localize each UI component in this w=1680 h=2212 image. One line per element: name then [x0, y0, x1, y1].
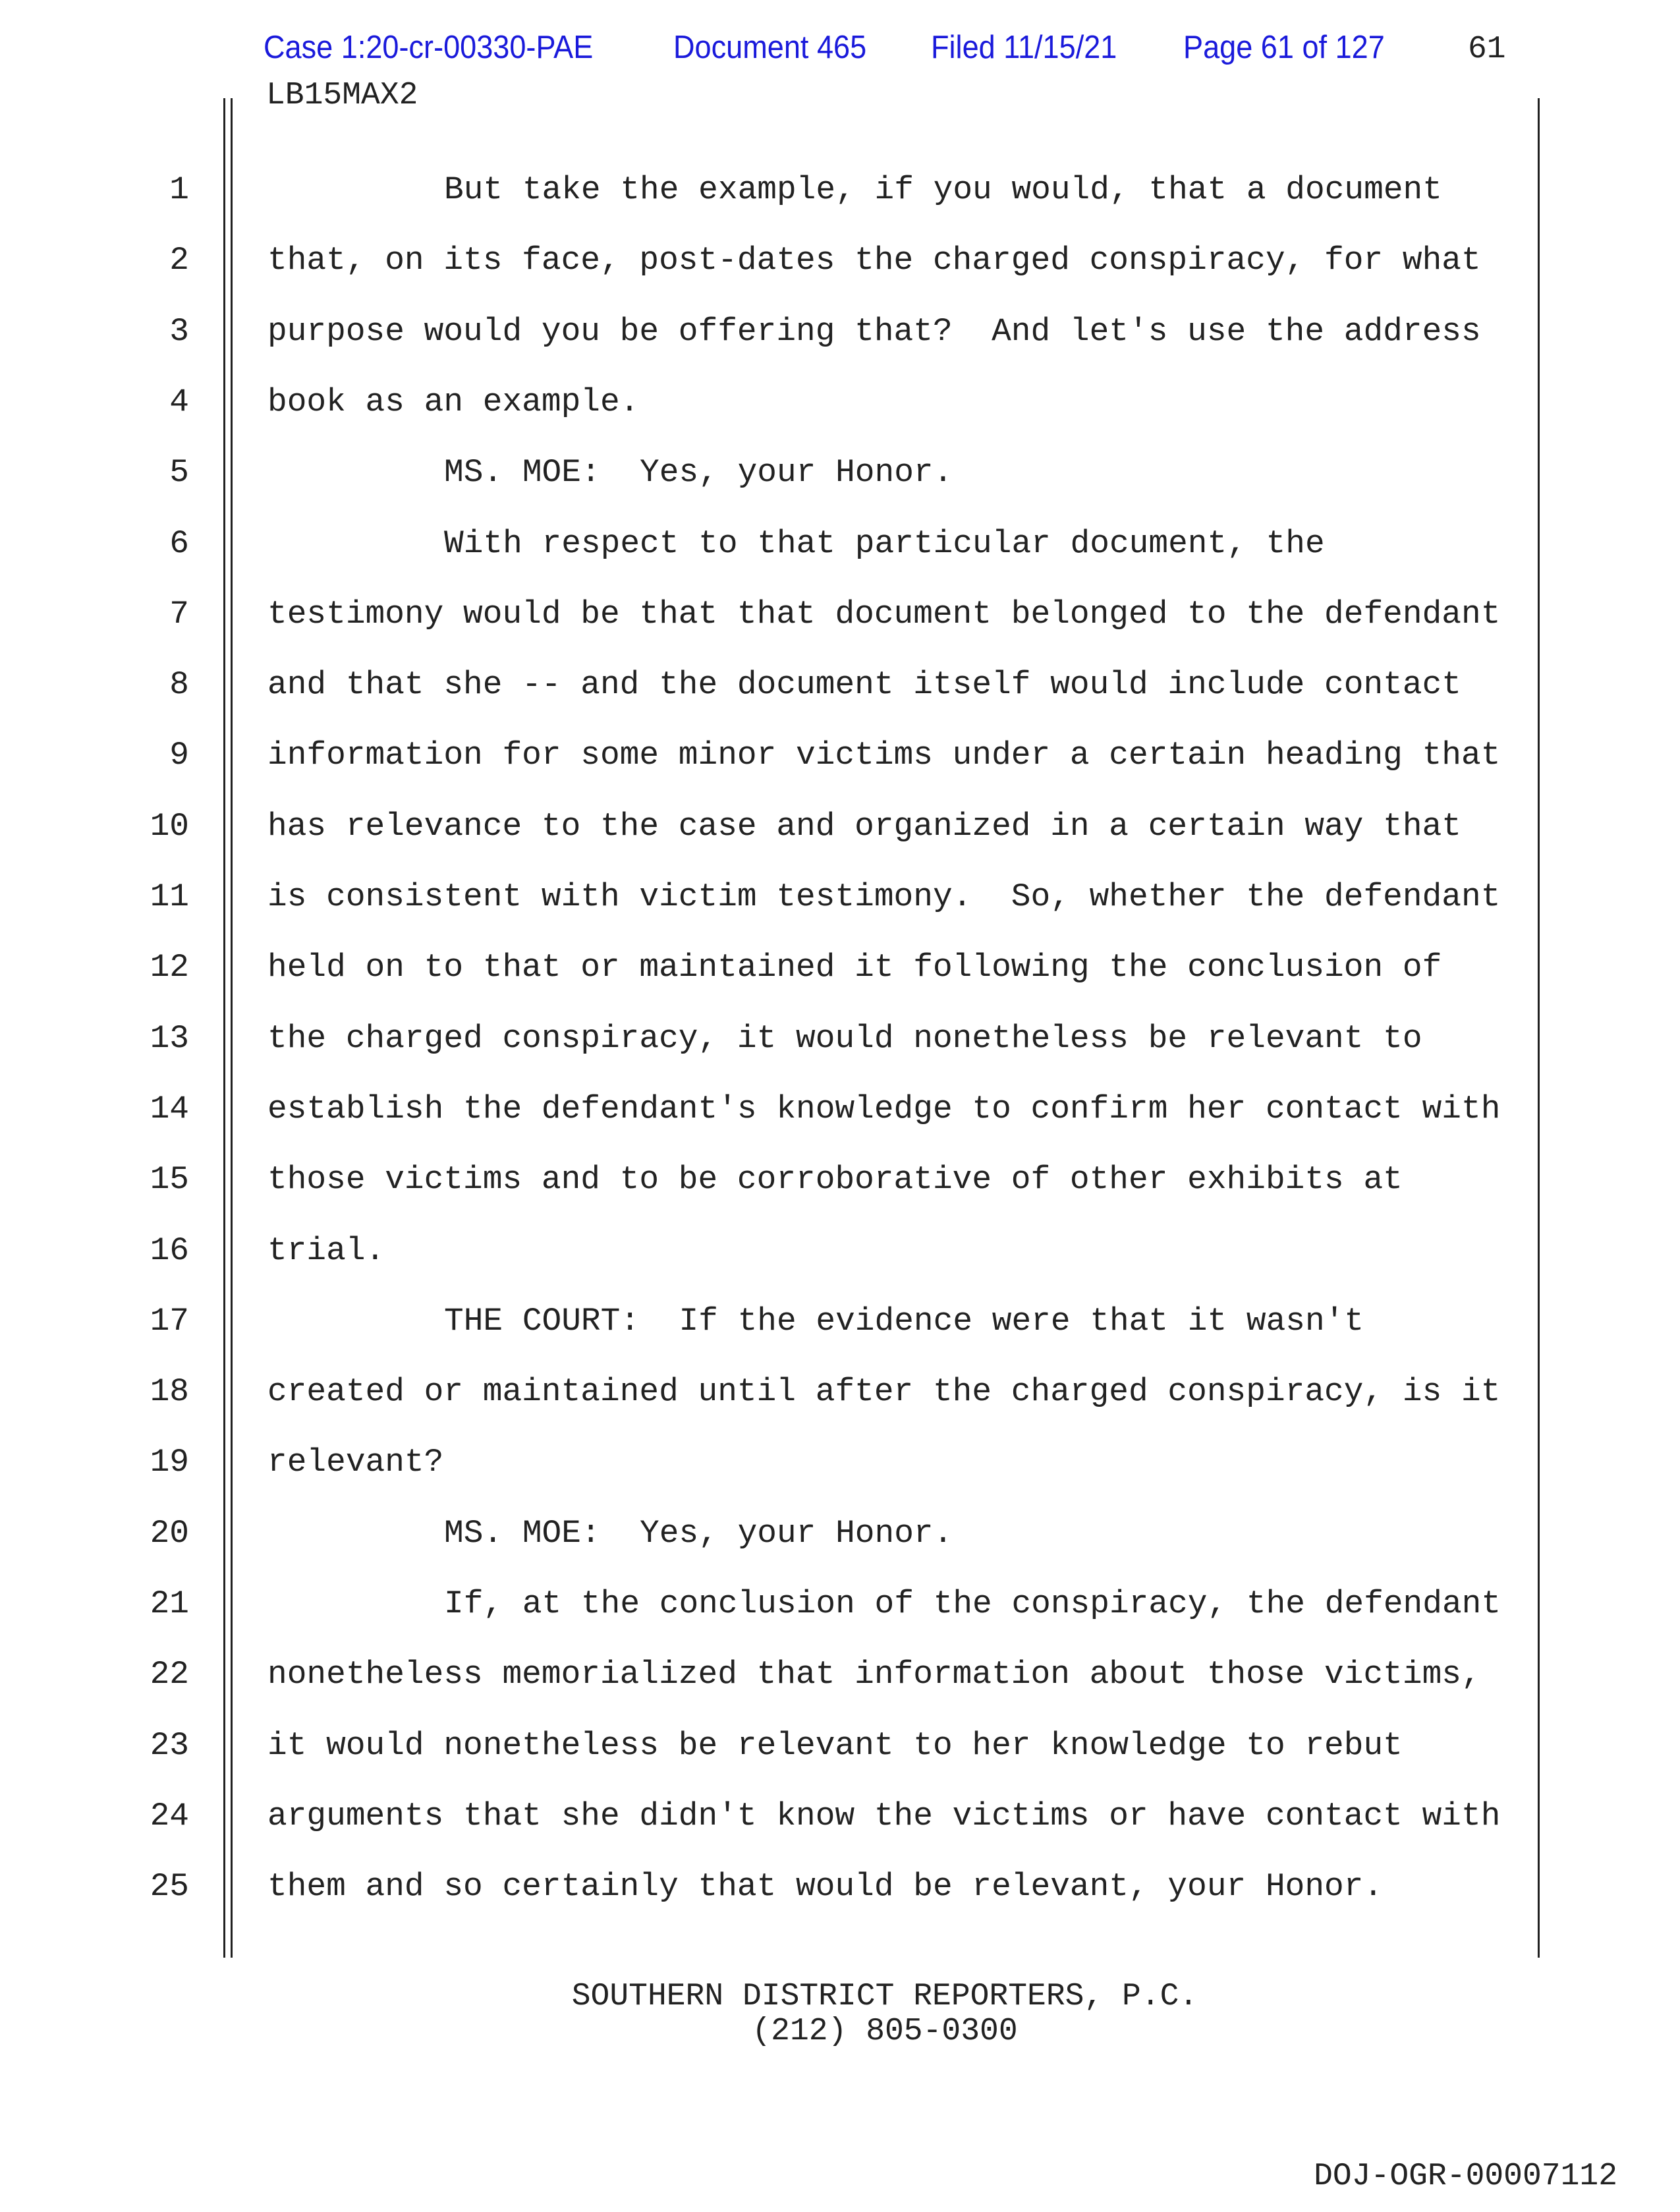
line-number: 21 [150, 1585, 189, 1622]
transcript-line [0, 1020, 1680, 1060]
document-number-stamp: Document 465 [673, 30, 867, 65]
line-text: With respect to that particular document, the [444, 525, 1325, 562]
transcript-line [0, 1303, 1680, 1342]
line-text: the charged conspiracy, it would nonetheless be relevant to [267, 1019, 1422, 1057]
line-text: and that she -- and the document itself would include contact [267, 666, 1461, 704]
line-text: those victims and to be corroborative of other exhibits at [267, 1161, 1403, 1199]
line-number: 17 [150, 1302, 189, 1340]
line-number: 15 [150, 1161, 189, 1199]
transcript-line [0, 666, 1680, 706]
line-text: it would nonetheless be relevant to her knowledge to rebut [267, 1726, 1403, 1764]
transcript-line [0, 454, 1680, 494]
case-number-stamp: Case 1:20-cr-00330-PAE [264, 30, 594, 65]
transcript-line [0, 737, 1680, 776]
transcript-line [0, 383, 1680, 423]
line-number: 5 [169, 454, 189, 492]
line-number: 11 [150, 878, 189, 915]
transcript-line [0, 1656, 1680, 1695]
line-text: If, at the conclusion of the conspiracy, the defendant [444, 1585, 1501, 1622]
line-text: that, on its face, post-dates the charged conspiracy, for what [267, 242, 1481, 279]
transcript-page-number: 61 [1468, 32, 1506, 67]
line-number: 24 [150, 1797, 189, 1834]
transcript-line [0, 242, 1680, 281]
line-text: book as an example. [267, 383, 640, 420]
line-text: held on to that or maintained it following the conclusion of [267, 949, 1442, 986]
transcript-caption: LB15MAX2 [266, 78, 418, 113]
line-text: nonetheless memorialized that information about those victims, [267, 1656, 1481, 1693]
transcript-line [0, 1091, 1680, 1130]
line-number: 25 [150, 1868, 189, 1906]
line-number: 22 [150, 1656, 189, 1693]
line-text: created or maintained until after the charged conspiracy, is it [267, 1373, 1501, 1411]
reporter-phone: (212) 805-0300 [752, 2014, 1018, 2049]
line-text: has relevance to the case and organized in a certain way that [267, 807, 1461, 845]
line-number: 18 [150, 1373, 189, 1411]
line-number: 12 [150, 949, 189, 986]
transcript-line [0, 313, 1680, 353]
line-text: them and so certainly that would be relevant, your Honor. [267, 1868, 1384, 1906]
bates-number: DOJ-OGR-00007112 [1314, 2159, 1617, 2194]
filed-date-stamp: Filed 11/15/21 [931, 30, 1117, 65]
line-text: purpose would you be offering that? And let's use the address [267, 312, 1481, 350]
transcript-line [0, 171, 1680, 211]
line-number: 6 [169, 525, 189, 562]
line-number: 13 [150, 1019, 189, 1057]
transcript-line [0, 1232, 1680, 1272]
line-text: establish the defendant's knowledge to confirm her contact with [267, 1090, 1501, 1127]
line-text: trial. [267, 1232, 385, 1269]
transcript-line [0, 1868, 1680, 1908]
line-text: arguments that she didn't know the victims or have contact with [267, 1797, 1501, 1834]
line-number: 3 [169, 312, 189, 350]
line-number: 8 [169, 666, 189, 704]
line-text: relevant? [267, 1444, 444, 1481]
line-number: 9 [169, 737, 189, 774]
line-number: 10 [150, 807, 189, 845]
transcript-line [0, 1585, 1680, 1625]
line-number: 20 [150, 1514, 189, 1552]
transcript-line [0, 878, 1680, 918]
line-number: 1 [169, 171, 189, 208]
line-text: testimony would be that that document belonged to the defendant [267, 595, 1501, 633]
line-number: 16 [150, 1232, 189, 1269]
line-number: 23 [150, 1726, 189, 1764]
line-text: information for some minor victims under a certain heading that [267, 737, 1501, 774]
line-number: 2 [169, 242, 189, 279]
page-of-stamp: Page 61 of 127 [1183, 30, 1385, 65]
line-number: 4 [169, 383, 189, 420]
line-text: THE COURT: If the evidence were that it wasn't [444, 1302, 1364, 1340]
transcript-line [0, 1161, 1680, 1201]
line-number: 7 [169, 595, 189, 633]
transcript-line [0, 808, 1680, 847]
line-text: MS. MOE: Yes, your Honor. [444, 1514, 953, 1552]
transcript-line [0, 949, 1680, 988]
line-text: MS. MOE: Yes, your Honor. [444, 454, 953, 492]
line-number: 19 [150, 1444, 189, 1481]
transcript-line [0, 1373, 1680, 1413]
transcript-line [0, 1444, 1680, 1483]
transcript-line [0, 596, 1680, 635]
transcript-line [0, 1515, 1680, 1554]
line-text: But take the example, if you would, that a document [444, 171, 1442, 208]
reporter-name: SOUTHERN DISTRICT REPORTERS, P.C. [571, 1979, 1198, 2014]
line-text: is consistent with victim testimony. So, whether the defendant [267, 878, 1501, 915]
line-number: 14 [150, 1090, 189, 1127]
transcript-line [0, 1798, 1680, 1837]
transcript-line [0, 525, 1680, 565]
transcript-line [0, 1727, 1680, 1767]
